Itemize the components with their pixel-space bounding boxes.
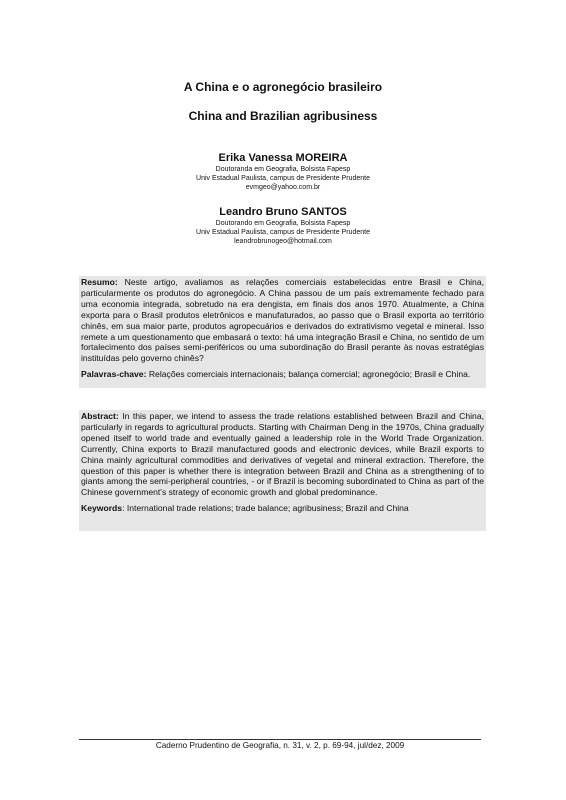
author-name: Leandro Bruno SANTOS — [219, 206, 347, 218]
keywords-paragraph — [81, 503, 484, 514]
author-email: leandrobrunogeo@hotmail.com — [234, 238, 332, 245]
resumo-label: Resumo: — [81, 277, 118, 287]
keywords-text: : International trade relations; trade balance; agribusiness; Brazil and China — [122, 503, 409, 514]
keywords-label: Keywords — [81, 503, 123, 514]
abstract-text: In this paper, we intend to assess the trade relations established between Brazil and China, particularly in regards to agricultural products. Starting with Chairman Deng in the 1970s, China gradually opened itself to world trade and eventually gained a leadership role in the World Trade Organization. Currently, China exports to Brazil manufactured goods and electronic devices, while Brazil exports to China mainly agricultural commodities and derivatives of vegetal and mineral extraction. Therefore, the question of this paper is whether there is integration between Brazil and China as a strengthening of to giants among the semi-peripheral countries, - or if Brazil is becoming subordinated to China as part of the Chinese government's strategy of economic growth and global predominance. — [81, 411, 485, 498]
paper-title-english: China and Brazilian agribusiness — [188, 109, 378, 123]
palavras-chave-label: Palavras-chave: — [81, 369, 147, 380]
author-block-1 — [0, 151, 566, 192]
author-institution: Univ Estadual Paulista, campus de Presidente Prudente — [196, 229, 370, 236]
journal-footer: Caderno Prudentino de Geografia, n. 31, v. 2, p. 69-94, jul/dez, 2009 — [155, 741, 405, 750]
resumo-paragraph — [81, 277, 484, 364]
author-block-2 — [0, 205, 566, 246]
author-email: evmgeo@yahoo.com.br — [245, 184, 321, 191]
author-name: Erika Vanessa MOREIRA — [218, 152, 348, 164]
author-institution: Univ Estadual Paulista, campus de Presidente Prudente — [196, 175, 370, 182]
resumo-text: Neste artigo, avaliamos as relações comerciais estabelecidas entre Brasil e China, particularmente os produtos do agronegócio. A China passou de um país extremamente fechado para uma economia integrada, sobretudo na era dengista, em finais dos anos 1970. Atualmente, a China exporta para o Brasil produtos eletrônicos e manufaturados, ao passo que o Brasil exporta ao território chinês, em sua maior parte, produtos agropecuários e derivados do extrativismo vegetal e mineral. Isso remete a um questionamento que embasará o texto: há uma integração Brasil e China, no sentido de um fortalecimento dos países semi-periféricos ou uma subordinação do Brasil perante às novas estratégias instituídas pelo governo chinês? — [81, 277, 485, 364]
footer-rule — [79, 739, 481, 740]
author-role: Doutorando em Geografia, Bolsista Fapesp — [215, 220, 351, 227]
palavras-chave-text: Relações comerciais internacionais; balança comercial; agronegócio; Brasil e China. — [148, 369, 471, 380]
palavras-chave-paragraph — [81, 369, 484, 380]
abstract-paragraph — [81, 411, 484, 498]
paper-title-portuguese: A China e o agronegócio brasileiro — [183, 80, 383, 94]
author-role: Doutoranda em Geografia, Bolsista Fapesp — [215, 166, 351, 173]
abstract-label: Abstract: — [81, 411, 119, 421]
resumo-box — [79, 276, 486, 388]
abstract-box — [79, 410, 486, 531]
